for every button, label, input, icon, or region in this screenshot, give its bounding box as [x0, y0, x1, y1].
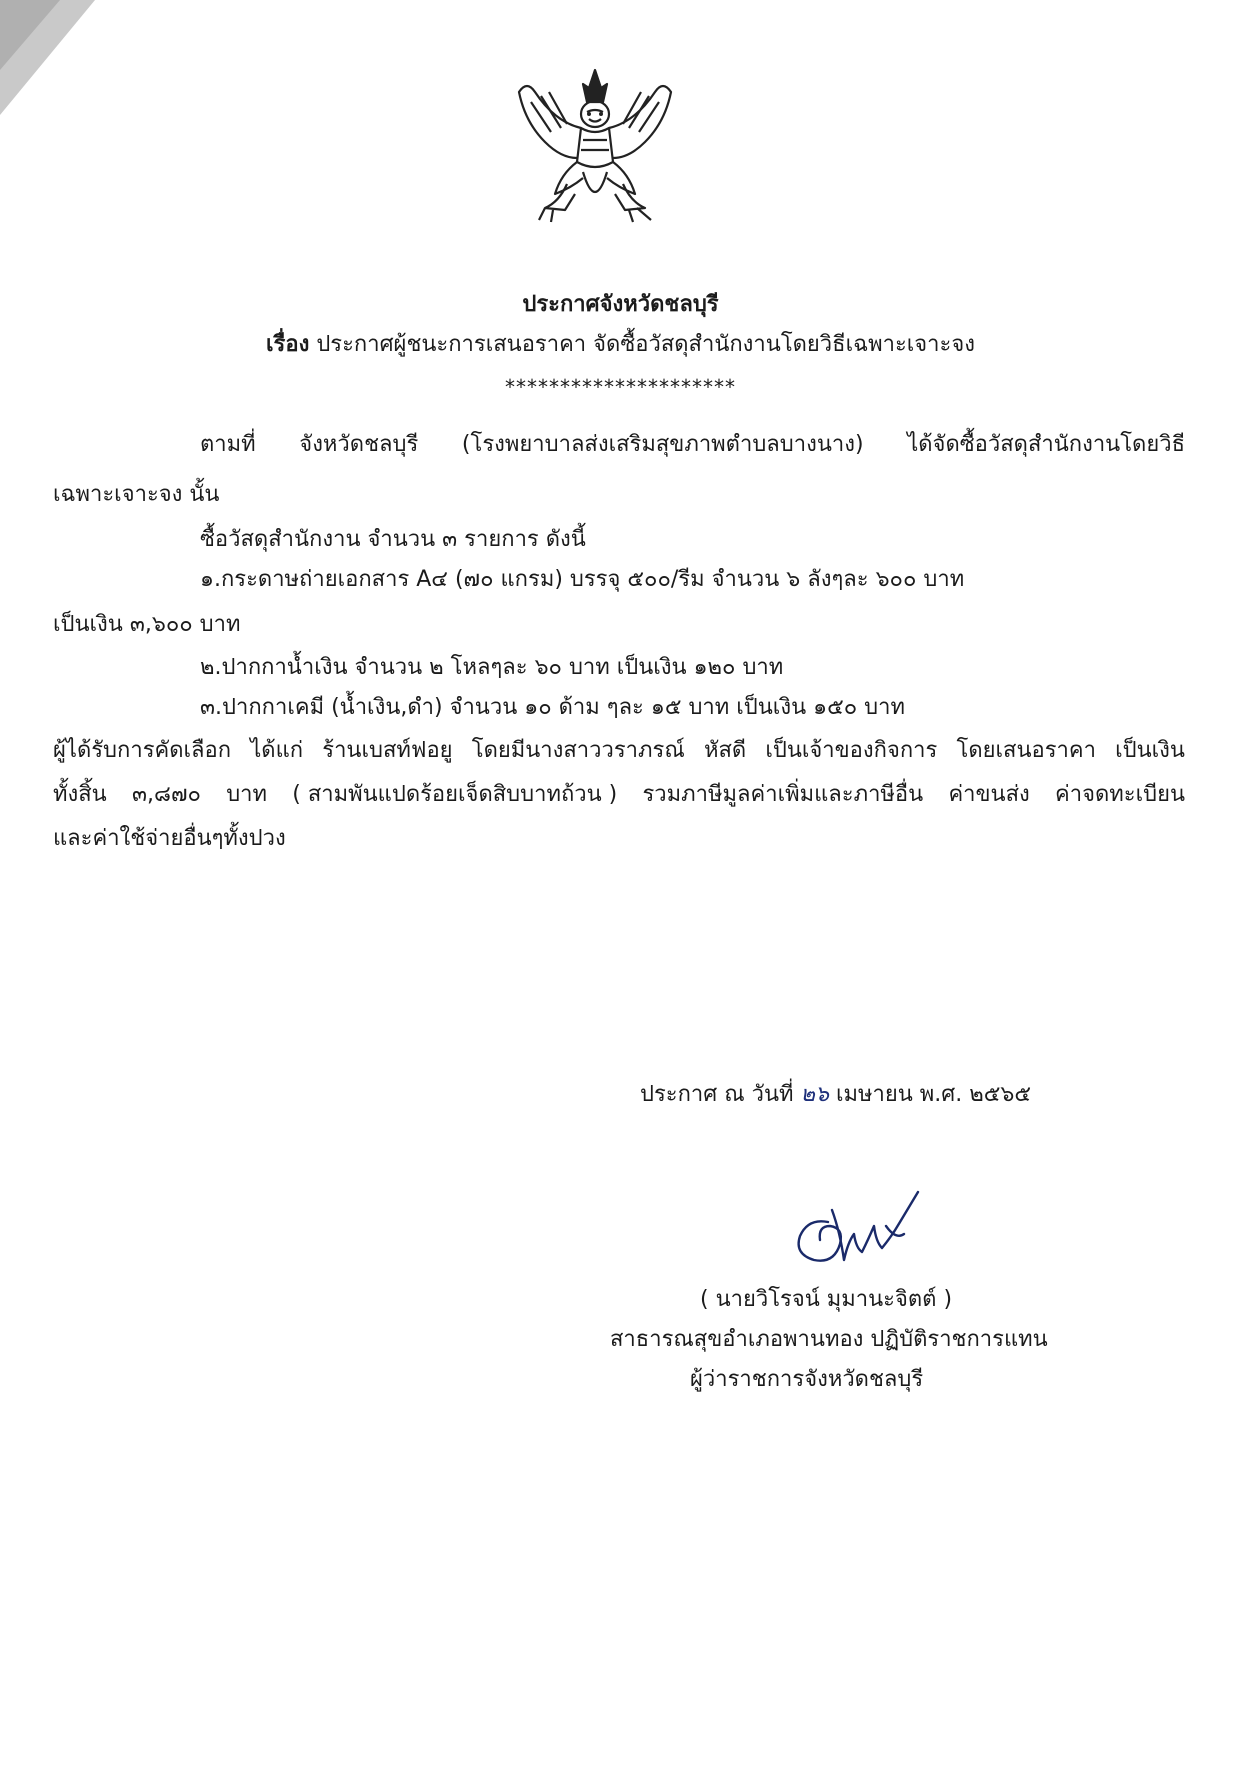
purchase-summary: ซื้อวัสดุสำนักงาน จำนวน ๓ รายการ ดังนี้ [200, 527, 586, 552]
winner-word: ทั้งสิ้น [53, 782, 107, 807]
winner-word: ค่าจดทะเบียน [1055, 782, 1185, 807]
winner-word: รวมภาษีมูลค่าเพิ่มและภาษีอื่น [642, 782, 924, 807]
intro-part: (โรงพยาบาลส่งเสริมสุขภาพตำบลบางนาง) [461, 432, 864, 457]
winner-line-3: และค่าใช้จ่ายอื่นๆทั้งปวง [53, 826, 286, 851]
subject-text: ประกาศผู้ชนะการเสนอราคา จัดซื้อวัสดุสำนักงานโดยวิธีเฉพาะเจาะจง [316, 332, 975, 357]
signer-position: สาธารณสุขอำเภอพานทอง ปฏิบัติราชการแทน [610, 1327, 1048, 1352]
subject-label: เรื่อง [266, 332, 310, 357]
date-suffix: เมษายน พ.ศ. ๒๕๖๕ [836, 1082, 1032, 1107]
announcement-subject [0, 330, 1241, 360]
signer-governor: ผู้ว่าราชการจังหวัดชลบุรี [690, 1367, 924, 1392]
winner-line-1 [53, 736, 1185, 766]
intro-part: ได้จัดซื้อวัสดุสำนักงานโดยวิธี [907, 432, 1185, 457]
winner-word: หัสดี [703, 738, 747, 763]
signature-icon [788, 1182, 948, 1272]
intro-part: จังหวัดชลบุรี [299, 432, 419, 457]
item-3: ๓.ปากกาเคมี (น้ำเงิน,ดำ) จำนวน ๑๐ ด้าม ๆละ ๑๕ บาท เป็นเงิน ๑๕๐ บาท [200, 695, 905, 720]
winner-word: เป็นเงิน [1115, 738, 1185, 763]
winner-word: ร้านเบสท์ฟอยู [322, 738, 453, 763]
date-prefix: ประกาศ ณ วันที่ [640, 1082, 794, 1107]
signer-name: ( นายวิโรจน์ มุมานะจิตต์ ) [700, 1287, 953, 1312]
winner-word: ๓,๘๗๐ [131, 782, 201, 807]
garuda-emblem-icon [505, 62, 685, 232]
item-2: ๒.ปากกาน้ำเงิน จำนวน ๒ โหลๆละ ๖๐ บาท เป็นเงิน ๑๒๐ บาท [200, 655, 784, 680]
winner-word: ผู้ได้รับการคัดเลือก [53, 738, 232, 763]
intro-part: ตามที่ [200, 432, 256, 457]
winner-line-2 [53, 780, 1185, 810]
winner-word: ( สามพันแปดร้อยเจ็ดสิบบาทถ้วน ) [292, 782, 618, 807]
intro-continuation: เฉพาะเจาะจง นั้น [53, 482, 220, 507]
announcement-title: ประกาศจังหวัดชลบุรี [522, 292, 719, 317]
header-separator: ********************* [505, 375, 736, 399]
winner-word: ได้แก่ [250, 738, 304, 763]
item-1: ๑.กระดาษถ่ายเอกสาร A๔ (๗๐ แกรม) บรรจุ ๕๐๐/รีม จำนวน ๖ ลังๆละ ๖๐๐ บาท [200, 567, 965, 592]
winner-word: เป็นเจ้าของกิจการ [765, 738, 938, 763]
winner-word: โดยเสนอราคา [956, 738, 1096, 763]
intro-paragraph [200, 430, 1185, 460]
date-day: ๒๖ [800, 1082, 829, 1107]
winner-word: ค่าขนส่ง [948, 782, 1030, 807]
winner-word: บาท [226, 782, 268, 807]
winner-word: โดยมีนางสาววราภรณ์ [471, 738, 685, 763]
announcement-date [640, 1080, 1031, 1110]
item-1-total: เป็นเงิน ๓,๖๐๐ บาท [53, 612, 241, 637]
